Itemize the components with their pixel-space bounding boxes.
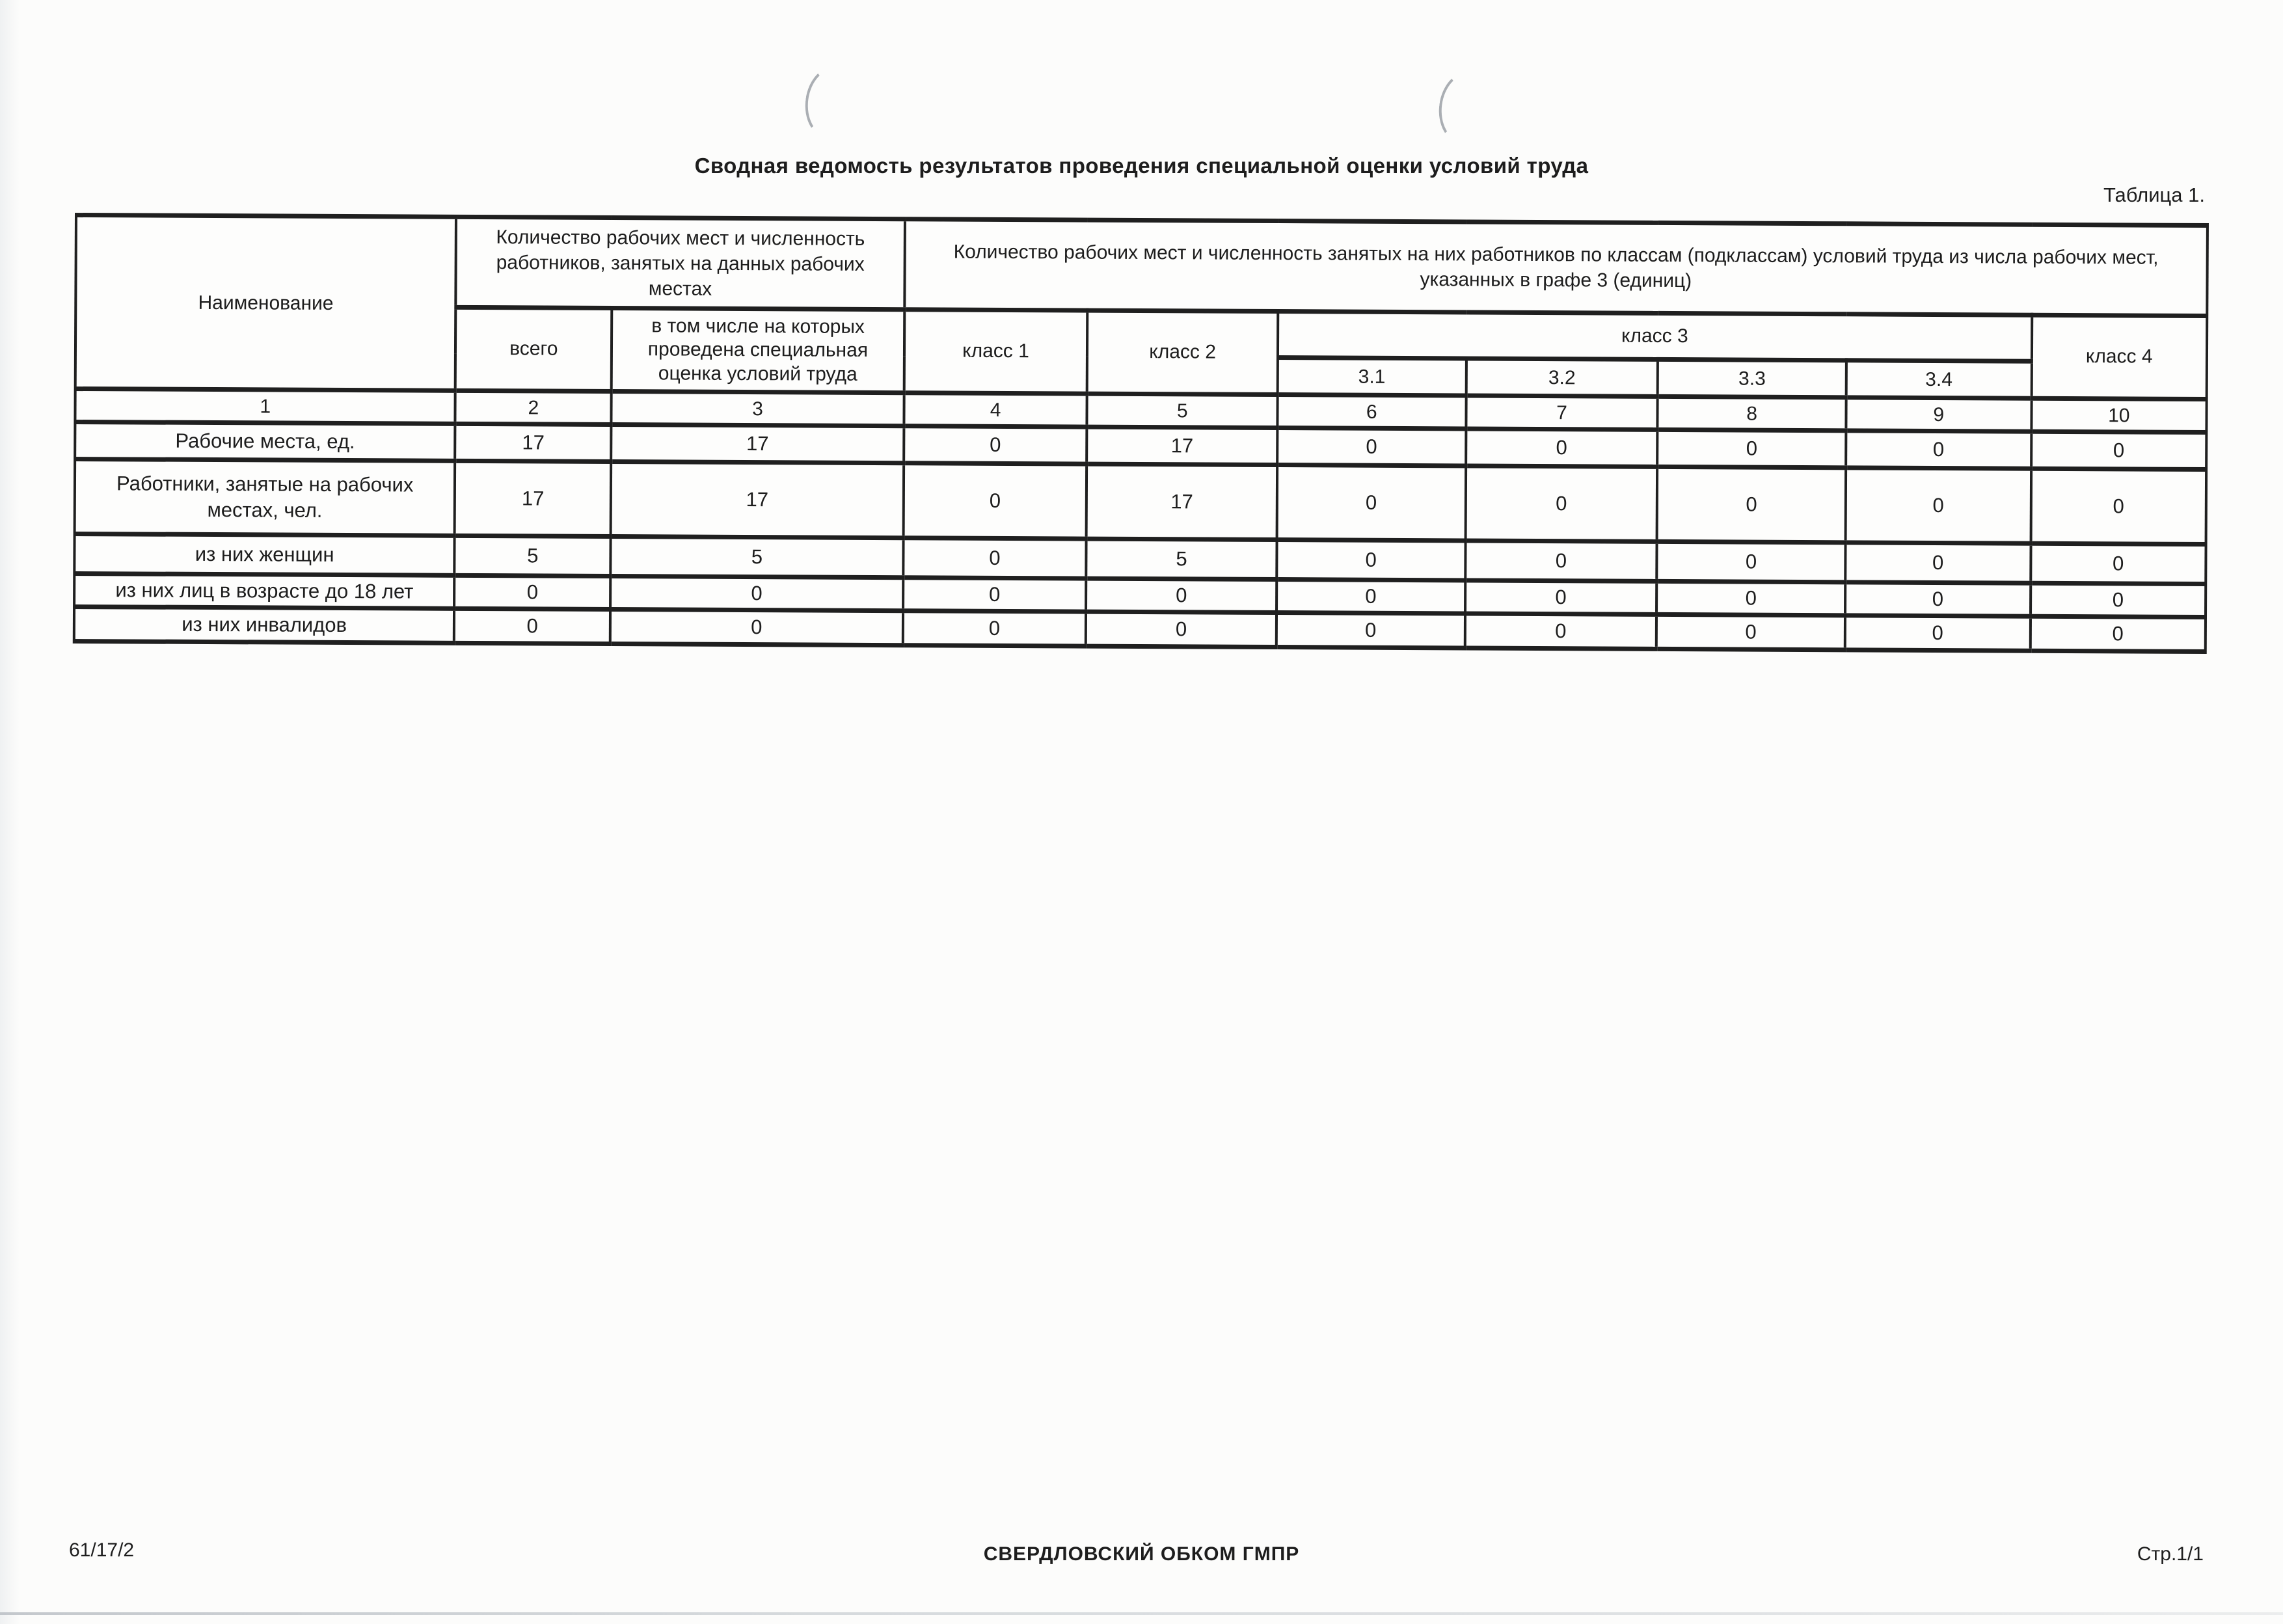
cell-value: 0 (2031, 431, 2207, 469)
header-total: всего (455, 307, 612, 391)
cell-value: 0 (1277, 580, 1465, 614)
column-number: 5 (1087, 394, 1278, 427)
cell-value: 0 (1656, 615, 1845, 650)
header-group-count: Количество рабочих мест и численность работников, занятых на данных рабочих местах (456, 217, 905, 309)
cell-value: 0 (1277, 465, 1466, 541)
cell-value: 0 (902, 611, 1086, 646)
scan-paper-edge (0, 1612, 2283, 1615)
cell-value: 17 (455, 424, 612, 461)
column-number: 1 (75, 389, 455, 424)
cell-value: 0 (2031, 543, 2206, 584)
row-label: Рабочие места, ед. (75, 422, 455, 461)
cell-value: 0 (1466, 429, 1658, 467)
cell-value: 0 (1657, 467, 1846, 542)
footer-organization: СВЕРДЛОВСКИЙ ОБКОМ ГМПР (983, 1543, 1300, 1565)
cell-value: 0 (1845, 543, 2031, 583)
cell-value: 0 (610, 610, 903, 645)
column-number: 7 (1466, 396, 1658, 429)
header-class3: класс 3 (1278, 312, 2032, 362)
row-label: из них женщин (74, 534, 455, 576)
table-row (75, 459, 2207, 545)
cell-value: 0 (903, 578, 1087, 612)
column-number: 3 (612, 392, 904, 426)
header-class2: класс 2 (1087, 310, 1278, 394)
cell-value: 0 (1086, 578, 1277, 613)
column-number: 6 (1277, 395, 1466, 429)
cell-value: 0 (454, 609, 610, 644)
row-label: Работники, занятые на рабочих местах, чел. (75, 459, 455, 536)
punch-mark-left-icon (801, 63, 863, 142)
cell-value: 0 (610, 576, 903, 611)
cell-value: 0 (1277, 540, 1465, 580)
cell-value: 0 (2030, 616, 2206, 651)
header-assessed: в том числе на которых проведена специальная оценка условий труда (612, 308, 904, 393)
row-label: из них лиц в возрасте до 18 лет (74, 574, 455, 609)
column-number: 2 (455, 390, 612, 424)
cell-value: 17 (455, 461, 611, 536)
table-caption: Таблица 1. (2103, 183, 2205, 206)
cell-value: 0 (1845, 616, 2031, 651)
cell-value: 0 (1846, 468, 2031, 543)
header-class3-1: 3.1 (1278, 358, 1466, 396)
cell-value: 0 (903, 538, 1087, 578)
cell-value: 0 (1465, 580, 1657, 615)
cell-value: 0 (904, 426, 1087, 464)
column-number: 8 (1658, 396, 1846, 430)
cell-value: 0 (1657, 429, 1846, 467)
cell-value: 17 (611, 425, 904, 463)
header-group-classes: Количество рабочих мест и численность занятых на них работников по классам (подклассам) условий труда из числа рабочих мест, указанных в графе 3 (единиц) (904, 219, 2208, 316)
column-number: 4 (904, 393, 1087, 427)
cell-value: 0 (2031, 583, 2206, 617)
header-row-groups (75, 215, 2208, 316)
cell-value: 0 (1846, 431, 2031, 468)
header-class3-3: 3.3 (1658, 359, 1846, 397)
cell-value: 0 (1465, 541, 1657, 581)
cell-value: 0 (1277, 613, 1465, 648)
header-class1: класс 1 (904, 310, 1087, 394)
cell-value: 0 (1465, 614, 1656, 649)
punch-mark-right-icon (1435, 68, 1496, 147)
header-class3-4: 3.4 (1846, 360, 2032, 398)
cell-value: 5 (1087, 539, 1277, 579)
cell-value: 0 (1086, 612, 1277, 647)
cell-value: 0 (2031, 468, 2206, 544)
cell-value: 17 (611, 462, 904, 538)
footer-document-number: 61/17/2 (69, 1539, 135, 1561)
cell-value: 0 (1465, 466, 1657, 541)
row-label: из них инвалидов (74, 607, 455, 643)
footer-page-number: Стр.1/1 (2137, 1543, 2204, 1565)
column-number: 10 (2031, 398, 2207, 432)
cell-value: 0 (1845, 582, 2031, 617)
cell-value: 17 (1087, 427, 1278, 465)
cell-value: 5 (611, 537, 904, 578)
cell-value: 0 (903, 463, 1087, 539)
cell-value: 5 (455, 535, 611, 576)
cell-value: 17 (1087, 464, 1277, 539)
cell-value: 0 (1657, 541, 1846, 582)
cell-value: 0 (1277, 428, 1466, 466)
cell-value: 0 (1656, 581, 1845, 616)
summary-table (73, 213, 2209, 654)
header-name: Наименование (75, 215, 457, 391)
header-class3-2: 3.2 (1466, 359, 1658, 396)
cell-value: 0 (454, 575, 610, 609)
column-number: 9 (1846, 398, 2031, 431)
header-class4: класс 4 (2031, 315, 2207, 399)
document-title: Сводная ведомость результатов проведения специальной оценки условий труда (694, 154, 1589, 178)
